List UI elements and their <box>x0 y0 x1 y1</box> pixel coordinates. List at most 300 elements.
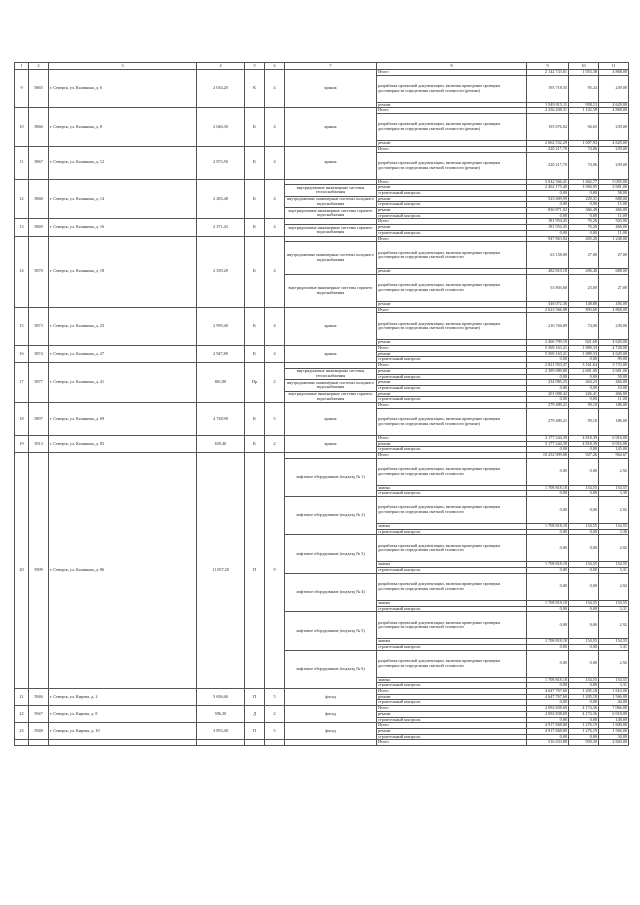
limit-cost-cell: 1 566,00 <box>599 728 629 734</box>
limit-cost-cell: 6 916,00 <box>599 441 629 447</box>
building-code-cell: 5867 <box>29 146 49 179</box>
work-type-cell: ремонт <box>377 380 527 386</box>
unit-cost-cell: 0,00 <box>569 606 599 612</box>
work-type-cell: ремонт <box>377 351 527 357</box>
floors-cell: 4 <box>265 307 285 345</box>
unit-cost-cell: 939,30 <box>569 740 599 746</box>
work-type-cell: разработка проектной документации, включая проведение проверки достоверности определения сметной стоимости <box>377 274 527 301</box>
cost-cell: 2 092 838,69 <box>527 711 569 717</box>
cost-cell: 0,00 <box>527 535 569 562</box>
work-type-cell: разработка проектной документации, включая проведение проверки достоверности определения сметной стоимости <box>377 458 527 485</box>
cost-cell: 523 609,99 <box>527 196 569 202</box>
work-type-cell: Итого <box>377 219 527 225</box>
cost-cell: 836 871,02 <box>527 208 569 214</box>
unit-cost-cell: 0,00 <box>569 190 599 196</box>
limit-cost-cell: 154,55 <box>599 485 629 491</box>
row-number-cell: 11 <box>15 146 29 179</box>
work-type-cell: замена <box>377 524 527 530</box>
area-cell: 11 057,20 <box>197 452 245 688</box>
work-type-cell: Итого <box>377 435 527 441</box>
unit-cost-cell: 958,13 <box>569 102 599 108</box>
cost-cell: 348 072,36 <box>527 301 569 307</box>
address-cell: г. Северск, ул. Калинина, д. 23 <box>49 307 197 345</box>
header-cell: 3 <box>49 63 197 70</box>
floors-cell: 5 <box>265 723 285 740</box>
unit-cost-cell: 76,26 <box>569 225 599 231</box>
limit-cost-cell: 154,55 <box>599 600 629 606</box>
work-type-cell: Итого <box>377 179 527 185</box>
work-type-cell: строительный контроль <box>377 717 527 723</box>
address-cell: г. Северск, ул. Калинина, д. 14 <box>49 179 197 219</box>
limit-cost-cell: 4 868,00 <box>599 70 629 76</box>
cost-cell: 181 954,45 <box>527 219 569 225</box>
building-code-cell <box>29 740 49 746</box>
cost-cell: 2 389 089,80 <box>527 368 569 374</box>
area-cell: 2 283,48 <box>197 179 245 219</box>
limit-cost-cell: 466,00 <box>599 380 629 386</box>
cost-cell: 0,00 <box>527 683 569 689</box>
cost-cell: 1 949 015,11 <box>527 102 569 108</box>
row-number-cell: 17 <box>15 363 29 403</box>
work-type-cell: Итого <box>377 346 527 352</box>
cost-cell: 279 489,21 <box>527 403 569 409</box>
work-type-cell: Итого <box>377 689 527 695</box>
cost-cell: 279 489,21 <box>527 408 569 435</box>
limit-cost-cell: 27,00 <box>599 242 629 269</box>
work-type-cell: строительный контроль <box>377 568 527 574</box>
cost-cell: 516 433,88 <box>527 740 569 746</box>
cost-cell: 1 708 818,18 <box>527 485 569 491</box>
limit-cost-cell: 503,00 <box>599 219 629 225</box>
system-cell: фасад <box>285 723 377 740</box>
limit-cost-cell: 11,00 <box>599 213 629 219</box>
limit-cost-cell: 3,31 <box>599 606 629 612</box>
cost-cell: 181 954,45 <box>527 225 569 231</box>
unit-cost-cell: 154,55 <box>569 677 599 683</box>
limit-cost-cell: 7 066,00 <box>599 706 629 712</box>
header-cell: 2 <box>29 63 49 70</box>
limit-cost-cell: 99,00 <box>599 357 629 363</box>
row-number-cell: 16 <box>15 346 29 363</box>
work-type-cell: строительный контроль <box>377 734 527 740</box>
cost-cell: 1 708 818,18 <box>527 677 569 683</box>
unit-cost-cell: 0,00 <box>569 374 599 380</box>
cost-cell: 0,00 <box>527 357 569 363</box>
unit-cost-cell: 0,00 <box>569 385 599 391</box>
floors-cell <box>265 740 285 746</box>
row-number-cell: 10 <box>15 108 29 146</box>
unit-cost-cell: 95,24 <box>569 75 599 102</box>
header-cell: 7 <box>285 63 377 70</box>
floors-cell: 2 <box>265 706 285 723</box>
work-type-cell: замена <box>377 562 527 568</box>
cost-cell: 193 718,55 <box>527 75 569 102</box>
unit-cost-cell: 4 174,36 <box>569 711 599 717</box>
floors-cell: 9 <box>265 452 285 688</box>
work-type-cell: Итого <box>377 723 527 729</box>
limit-cost-cell: 239,00 <box>599 114 629 141</box>
row-number-cell: 22 <box>15 706 29 723</box>
floors-cell: 2 <box>265 363 285 403</box>
system-cell: лифтовое оборудование (подъезд № 5) <box>285 612 377 650</box>
work-type-cell: ремонт <box>377 208 527 214</box>
unit-cost-cell: 206,40 <box>569 269 599 275</box>
cost-cell: 2 406 799,19 <box>527 340 569 346</box>
row-number-cell: 13 <box>15 219 29 236</box>
row-number-cell: 20 <box>15 452 29 688</box>
work-type-cell: ремонт <box>377 196 527 202</box>
work-type-cell: строительный контроль <box>377 357 527 363</box>
floors-cell: 4 <box>265 179 285 219</box>
building-code-cell: 5873 <box>29 307 49 345</box>
cost-cell: 0,00 <box>527 213 569 219</box>
cost-cell: 2 821 953,47 <box>527 363 569 369</box>
cost-cell: 10 252 909,08 <box>527 452 569 458</box>
system-cell: внутридомовые инженерные системы горячего водоснабжения <box>285 208 377 219</box>
address-cell: г. Северск, ул. Кирова, д. 10 <box>49 723 197 740</box>
address-cell: г. Северск, ул. Кирова, д. 2 <box>49 689 197 706</box>
unit-cost-cell: 0,00 <box>569 230 599 236</box>
work-type-cell: Итого <box>377 70 527 76</box>
area-cell: 3 853,40 <box>197 723 245 740</box>
system-cell: крыша <box>285 403 377 436</box>
unit-cost-cell: 405,20 <box>569 236 599 242</box>
floors-cell: 4 <box>265 346 285 363</box>
floors-cell: 4 <box>265 70 285 108</box>
unit-cost-cell: 821,60 <box>569 340 599 346</box>
cost-cell: 4 917 668,80 <box>527 728 569 734</box>
cost-cell: 53 803,60 <box>527 274 569 301</box>
floors-cell: 5 <box>265 403 285 436</box>
unit-cost-cell: 4 818,39 <box>569 441 599 447</box>
row-number-cell: 23 <box>15 723 29 740</box>
limit-cost-cell: 6 918,00 <box>599 711 629 717</box>
limit-cost-cell: 4 629,00 <box>599 102 629 108</box>
unit-cost-cell: 0,00 <box>569 202 599 208</box>
system-cell: лифтовое оборудование (подъезд № 3) <box>285 535 377 573</box>
unit-cost-cell: 264,23 <box>569 380 599 386</box>
cost-cell: 0,00 <box>527 458 569 485</box>
limit-cost-cell: 466,00 <box>599 225 629 231</box>
area-cell: 596,30 <box>197 706 245 723</box>
work-type-cell: разработка проектной документации, включая проведение проверки достоверности определения сметной стоимости <box>377 573 527 600</box>
area-cell <box>197 740 245 746</box>
unit-cost-cell: 0,00 <box>569 568 599 574</box>
limit-cost-cell: 3,31 <box>599 568 629 574</box>
system-cell: внутридомовые инженерные системы горячего водоснабжения <box>285 274 377 307</box>
cost-cell: 2 256 208,31 <box>527 108 569 114</box>
class-cell: Пр <box>245 363 265 403</box>
work-type-cell: Итого <box>377 740 527 746</box>
unit-cost-cell: 0,00 <box>569 683 599 689</box>
limit-cost-cell: 239,00 <box>599 75 629 102</box>
limit-cost-cell: 186,00 <box>599 408 629 435</box>
work-type-cell: ремонт <box>377 368 527 374</box>
cost-cell: 193 676,02 <box>527 114 569 141</box>
work-type-cell: Итого <box>377 307 527 313</box>
work-type-cell: разработка проектной документации, включая проведение проверки достоверности определения сметной стоимости <box>377 535 527 562</box>
work-type-cell: Итого <box>377 236 527 242</box>
limit-cost-cell: 3,30 <box>599 529 629 535</box>
unit-cost-cell: 23,00 <box>569 274 599 301</box>
cost-cell: 0,00 <box>527 529 569 535</box>
address-cell: г. Северск, ул. Калинина, д. 83 <box>49 435 197 452</box>
limit-cost-cell: 2 681,00 <box>599 368 629 374</box>
class-cell: К <box>245 236 265 307</box>
unit-cost-cell: 893,60 <box>569 307 599 313</box>
unit-cost-cell: 1 276,19 <box>569 728 599 734</box>
work-type-cell: ремонт <box>377 728 527 734</box>
unit-cost-cell: 154,55 <box>569 524 599 530</box>
unit-cost-cell: 1 205,18 <box>569 689 599 695</box>
cost-cell: 1 708 818,18 <box>527 600 569 606</box>
work-type-cell: ремонт <box>377 711 527 717</box>
unit-cost-cell: 148,80 <box>569 301 599 307</box>
work-type-cell: ремонт <box>377 441 527 447</box>
building-code-cell: 5897 <box>29 403 49 436</box>
cost-cell: 0,00 <box>527 374 569 380</box>
unit-cost-cell: 2 681,00 <box>569 368 599 374</box>
unit-cost-cell: 4 818,39 <box>569 435 599 441</box>
work-type-cell: ремонт <box>377 269 527 275</box>
class-cell: П <box>245 689 265 706</box>
class-cell: П <box>245 723 265 740</box>
unit-cost-cell: 59,10 <box>569 408 599 435</box>
cost-cell: 0,00 <box>527 491 569 497</box>
area-cell: 2 947,80 <box>197 346 245 363</box>
area-cell: 2 973,50 <box>197 146 245 179</box>
area-cell: 2 046,30 <box>197 108 245 146</box>
building-code-cell: 5948 <box>29 723 49 740</box>
limit-cost-cell: 2,92 <box>599 573 629 600</box>
area-cell: 2 339,20 <box>197 236 245 307</box>
system-cell: лифтовое оборудование (подъезд № 6) <box>285 650 377 688</box>
cost-cell: 0,00 <box>527 612 569 639</box>
cost-cell: 0,00 <box>527 650 569 677</box>
work-type-cell: ремонт <box>377 102 527 108</box>
unit-cost-cell: 0,00 <box>569 447 599 453</box>
unit-cost-cell: 0,00 <box>569 573 599 600</box>
unit-cost-cell: 229,31 <box>569 196 599 202</box>
limit-cost-cell: 239,00 <box>599 313 629 340</box>
area-cell: 2 959,40 <box>197 307 245 345</box>
cost-cell: 2 623 566,08 <box>527 307 569 313</box>
cost-cell: 2 462 175,40 <box>527 185 569 191</box>
cost-cell: 3 177 244,39 <box>527 441 569 447</box>
limit-cost-cell: 154,55 <box>599 562 629 568</box>
cost-cell: 5 569 163,21 <box>527 346 569 352</box>
building-code-cell: 5869 <box>29 219 49 236</box>
cost-cell: 0,00 <box>527 568 569 574</box>
cost-cell: 0,00 <box>527 190 569 196</box>
address-cell: г. Северск, ул. Калинина, д. 6 <box>49 70 197 108</box>
limit-cost-cell: 154,55 <box>599 524 629 530</box>
limit-cost-cell: 11,00 <box>599 230 629 236</box>
limit-cost-cell: 2,92 <box>599 535 629 562</box>
cost-cell: 0,00 <box>527 700 569 706</box>
limit-cost-cell: 2,92 <box>599 612 629 639</box>
unit-cost-cell: 0,00 <box>569 213 599 219</box>
unit-cost-cell: 76,26 <box>569 219 599 225</box>
building-code-cell: 5865 <box>29 70 49 108</box>
work-type-cell: замена <box>377 600 527 606</box>
system-cell: внутридомовые инженерные системы теплоснабжения <box>285 185 377 196</box>
work-type-cell: строительный контроль <box>377 213 527 219</box>
system-cell: лифтовое оборудование (подъезд № 4) <box>285 573 377 611</box>
work-type-cell: ремонт <box>377 340 527 346</box>
limit-cost-cell: 466,00 <box>599 391 629 397</box>
work-type-cell: Итого <box>377 146 527 152</box>
cost-cell: 0,00 <box>527 734 569 740</box>
limit-cost-cell: 15,00 <box>599 202 629 208</box>
limit-cost-cell: 2,92 <box>599 497 629 524</box>
work-type-cell: строительный контроль <box>377 202 527 208</box>
class-cell: К <box>245 108 265 146</box>
unit-cost-cell: 27,00 <box>569 242 599 269</box>
unit-cost-cell: 0,00 <box>569 529 599 535</box>
floors-cell: 4 <box>265 219 285 236</box>
system-cell: крыша <box>285 307 377 345</box>
cost-cell: 1 708 818,18 <box>527 639 569 645</box>
capital-repair-table <box>14 62 629 746</box>
address-cell: г. Северск, ул. Калинина, д. 12 <box>49 146 197 179</box>
unit-cost-cell: 0,00 <box>569 717 599 723</box>
unit-cost-cell: 1 102,58 <box>569 108 599 114</box>
cost-cell: 4 917 668,80 <box>527 723 569 729</box>
address-cell: г. Северск, ул. Калинина, д. 41 <box>49 363 197 403</box>
cost-cell: 201 008,42 <box>527 391 569 397</box>
class-cell: К <box>245 403 265 436</box>
cost-cell: 0,00 <box>527 397 569 403</box>
unit-cost-cell: 1 084,95 <box>569 185 599 191</box>
limit-cost-cell: 1 610,00 <box>599 689 629 695</box>
work-type-cell: разработка проектной документации, включая проведение проверки достоверности определения сметной стоимости <box>377 650 527 677</box>
system-cell: лифтовое оборудование (подъезд № 2) <box>285 497 377 535</box>
limit-cost-cell: 27,00 <box>599 274 629 301</box>
limit-cost-cell: 3,31 <box>599 644 629 650</box>
limit-cost-cell: 1 566,00 <box>599 694 629 700</box>
limit-cost-cell: 50,00 <box>599 374 629 380</box>
cost-cell: 63 158,00 <box>527 242 569 269</box>
work-type-cell: строительный контроль <box>377 491 527 497</box>
cost-cell: 0,00 <box>527 644 569 650</box>
work-type-cell: ремонт <box>377 391 527 397</box>
class-cell: П <box>245 452 265 688</box>
unit-cost-cell: 154,55 <box>569 639 599 645</box>
limit-cost-cell: 466,00 <box>599 208 629 214</box>
unit-cost-cell: 1 462,77 <box>569 179 599 185</box>
unit-cost-cell: 0,00 <box>569 491 599 497</box>
cost-cell: 482 810,18 <box>527 269 569 275</box>
unit-cost-cell: 3 161,64 <box>569 363 599 369</box>
cost-cell: 2 092 838,69 <box>527 706 569 712</box>
class-cell: Д <box>245 706 265 723</box>
system-cell: внутридомовые инженерные системы горячего водоснабжения <box>285 225 377 236</box>
header-cell: 4 <box>197 63 245 70</box>
address-cell: г. Северск, ул. Кирова, д. 8 <box>49 706 197 723</box>
limit-cost-cell: 58,00 <box>599 190 629 196</box>
header-cell: 1 <box>15 63 29 70</box>
unit-cost-cell: 366,49 <box>569 208 599 214</box>
class-cell: К <box>245 435 265 452</box>
limit-cost-cell: 688,00 <box>599 269 629 275</box>
work-type-cell: строительный контроль <box>377 683 527 689</box>
limit-cost-cell: 3,31 <box>599 683 629 689</box>
cost-cell: 3 177 244,39 <box>527 435 569 441</box>
area-cell: 861,80 <box>197 363 245 403</box>
system-cell: внутридомовые инженерные системы теплоснабжения <box>285 368 377 379</box>
cost-cell: 1 708 818,18 <box>527 524 569 530</box>
unit-cost-cell: 59,10 <box>569 403 599 409</box>
work-type-cell: разработка проектной документации, включая проведение проверки достоверности определения сметной стоимости <box>377 497 527 524</box>
unit-cost-cell: 0,00 <box>569 535 599 562</box>
work-type-cell: Итого <box>377 108 527 114</box>
unit-cost-cell: 154,55 <box>569 562 599 568</box>
limit-cost-cell: 154,55 <box>599 677 629 683</box>
work-type-cell: замена <box>377 639 527 645</box>
limit-cost-cell: 2,92 <box>599 650 629 677</box>
address-cell: г. Северск, ул. Калинина, д. 8 <box>49 108 197 146</box>
header-cell: 5 <box>245 63 265 70</box>
table-row <box>15 740 629 746</box>
limit-cost-cell: 4 728,00 <box>599 346 629 352</box>
unit-cost-cell: 1 889,33 <box>569 346 599 352</box>
work-type-cell: строительный контроль <box>377 230 527 236</box>
header-cell: 6 <box>265 63 285 70</box>
work-type-cell: ремонт <box>377 225 527 231</box>
system-cell: внутридомовые инженерные системы холодного водоснабжения <box>285 196 377 207</box>
floors-cell: 5 <box>265 689 285 706</box>
work-type-cell: строительный контроль <box>377 190 527 196</box>
unit-cost-cell: 94,65 <box>569 114 599 141</box>
building-code-cell: 5946 <box>29 689 49 706</box>
work-type-cell: Итого <box>377 452 527 458</box>
limit-cost-cell: 3,30 <box>599 491 629 497</box>
area-cell: 2 034,20 <box>197 70 245 108</box>
header-cell: 10 <box>569 63 599 70</box>
cost-cell: 2 062 532,29 <box>527 141 569 147</box>
floors-cell: 4 <box>265 146 285 179</box>
unit-cost-cell: 1 205,18 <box>569 694 599 700</box>
limit-cost-cell: 11,00 <box>599 397 629 403</box>
area-cell: 3 656,60 <box>197 689 245 706</box>
work-type-cell: строительный контроль <box>377 385 527 391</box>
building-code-cell: 5947 <box>29 706 49 723</box>
system-cell: внутридомовые инженерные системы горячего водоснабжения <box>285 391 377 402</box>
system-cell: фасад <box>285 706 377 723</box>
area-cell: 2 371,43 <box>197 219 245 236</box>
row-number-cell: 15 <box>15 307 29 345</box>
limit-cost-cell: 2,92 <box>599 458 629 485</box>
system-cell: крыша <box>285 346 377 363</box>
cost-cell: 947 863,84 <box>527 236 569 242</box>
cost-cell: 3 042 566,41 <box>527 179 569 185</box>
row-number-cell <box>15 740 29 746</box>
header-row <box>15 63 629 70</box>
unit-cost-cell: 0,00 <box>569 612 599 639</box>
cost-cell: 4 647 767,60 <box>527 694 569 700</box>
unit-cost-cell: 154,55 <box>569 485 599 491</box>
building-code-cell: 5913 <box>29 435 49 452</box>
work-type-cell: замена <box>377 677 527 683</box>
limit-cost-cell: 239,00 <box>599 152 629 179</box>
unit-cost-cell: 1 053,38 <box>569 70 599 76</box>
system-cell: внутридомовые инженерные системы холодного водоснабжения <box>285 242 377 275</box>
unit-cost-cell: 154,55 <box>569 600 599 606</box>
unit-cost-cell: 1 276,19 <box>569 723 599 729</box>
unit-cost-cell: 1 889,33 <box>569 351 599 357</box>
building-code-cell: 5877 <box>29 363 49 403</box>
